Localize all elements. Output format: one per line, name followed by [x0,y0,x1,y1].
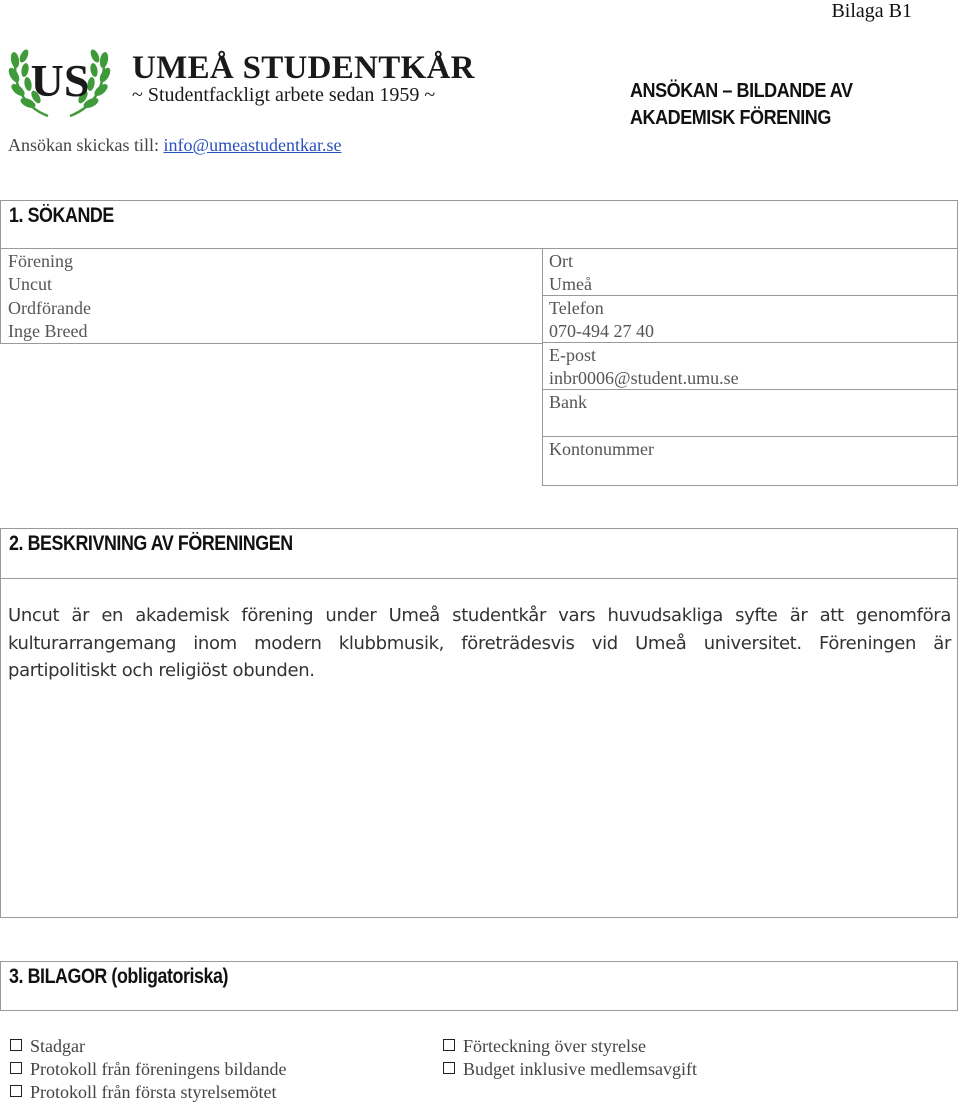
field-kontonummer [549,438,654,461]
attachment-item: Förteckning över styrelse [443,1035,646,1058]
section1-header-box [0,200,958,249]
org-name: UMEÅ STUDENTKÅR [132,50,475,86]
field-label: Förening [8,251,73,271]
checkbox-icon[interactable] [443,1039,455,1051]
attachment-item: Protokoll från första styrelsemötet [10,1081,276,1104]
field-label: Ort [549,251,573,271]
field-box-ort [542,248,958,296]
field-value: Uncut [8,274,52,294]
field-label: Telefon [549,298,604,318]
field-label: Kontonummer [549,439,654,459]
form-title-line2: AKADEMISK FÖRENING [630,107,831,129]
field-ordforande [8,297,91,343]
studentkar-logo [8,34,113,119]
field-telefon [549,297,654,343]
logo-letters: US [30,55,90,106]
section2-header-box [0,528,958,579]
attachment-item: Budget inklusive medlemsavgift [443,1058,697,1081]
form-title [630,78,853,132]
section3-header-box [0,961,958,1011]
field-label: Ordförande [8,298,91,318]
field-label: E-post [549,345,596,365]
field-ort [549,250,592,296]
form-title-line1: ANSÖKAN – BILDANDE AV [630,80,853,102]
section3-heading: 3. BILAGOR (obligatoriska) [9,965,229,988]
attachment-item: Protokoll från föreningens bildande [10,1058,286,1081]
send-to-email-link[interactable]: info@umeastudentkar.se [163,135,342,155]
field-value: 070-494 27 40 [549,321,654,341]
checkbox-icon[interactable] [10,1062,22,1074]
checkbox-icon[interactable] [443,1062,455,1074]
send-to [8,135,342,156]
field-label: Bank [549,392,587,412]
field-bank [549,391,587,414]
checkbox-icon[interactable] [10,1085,22,1097]
field-value: inbr0006@student.umu.se [549,368,739,388]
section1-heading: 1. SÖKANDE [9,204,114,227]
send-to-label: Ansökan skickas till: [8,135,159,155]
attachment-item: Stadgar [10,1035,85,1058]
appendix-label: Bilaga B1 [831,0,912,22]
org-tagline: ~ Studentfackligt arbete sedan 1959 ~ [132,84,436,106]
field-value: Umeå [549,274,592,294]
field-forening [8,250,73,296]
field-value: Inge Breed [8,321,88,341]
description-text: Uncut är en akademisk förening under Umeå studentkår vars huvudsakliga syfte är att genomföra kulturarrangemang inom modern klubbmusik, företrädesvis vid Umeå universitet. Föreningen är partipolitiskt och religiöst obunden. [8,605,951,681]
section2-heading: 2. BESKRIVNING AV FÖRENINGEN [9,532,293,555]
field-box-bank [542,389,958,437]
field-epost [549,344,739,390]
checkbox-icon[interactable] [10,1039,22,1051]
